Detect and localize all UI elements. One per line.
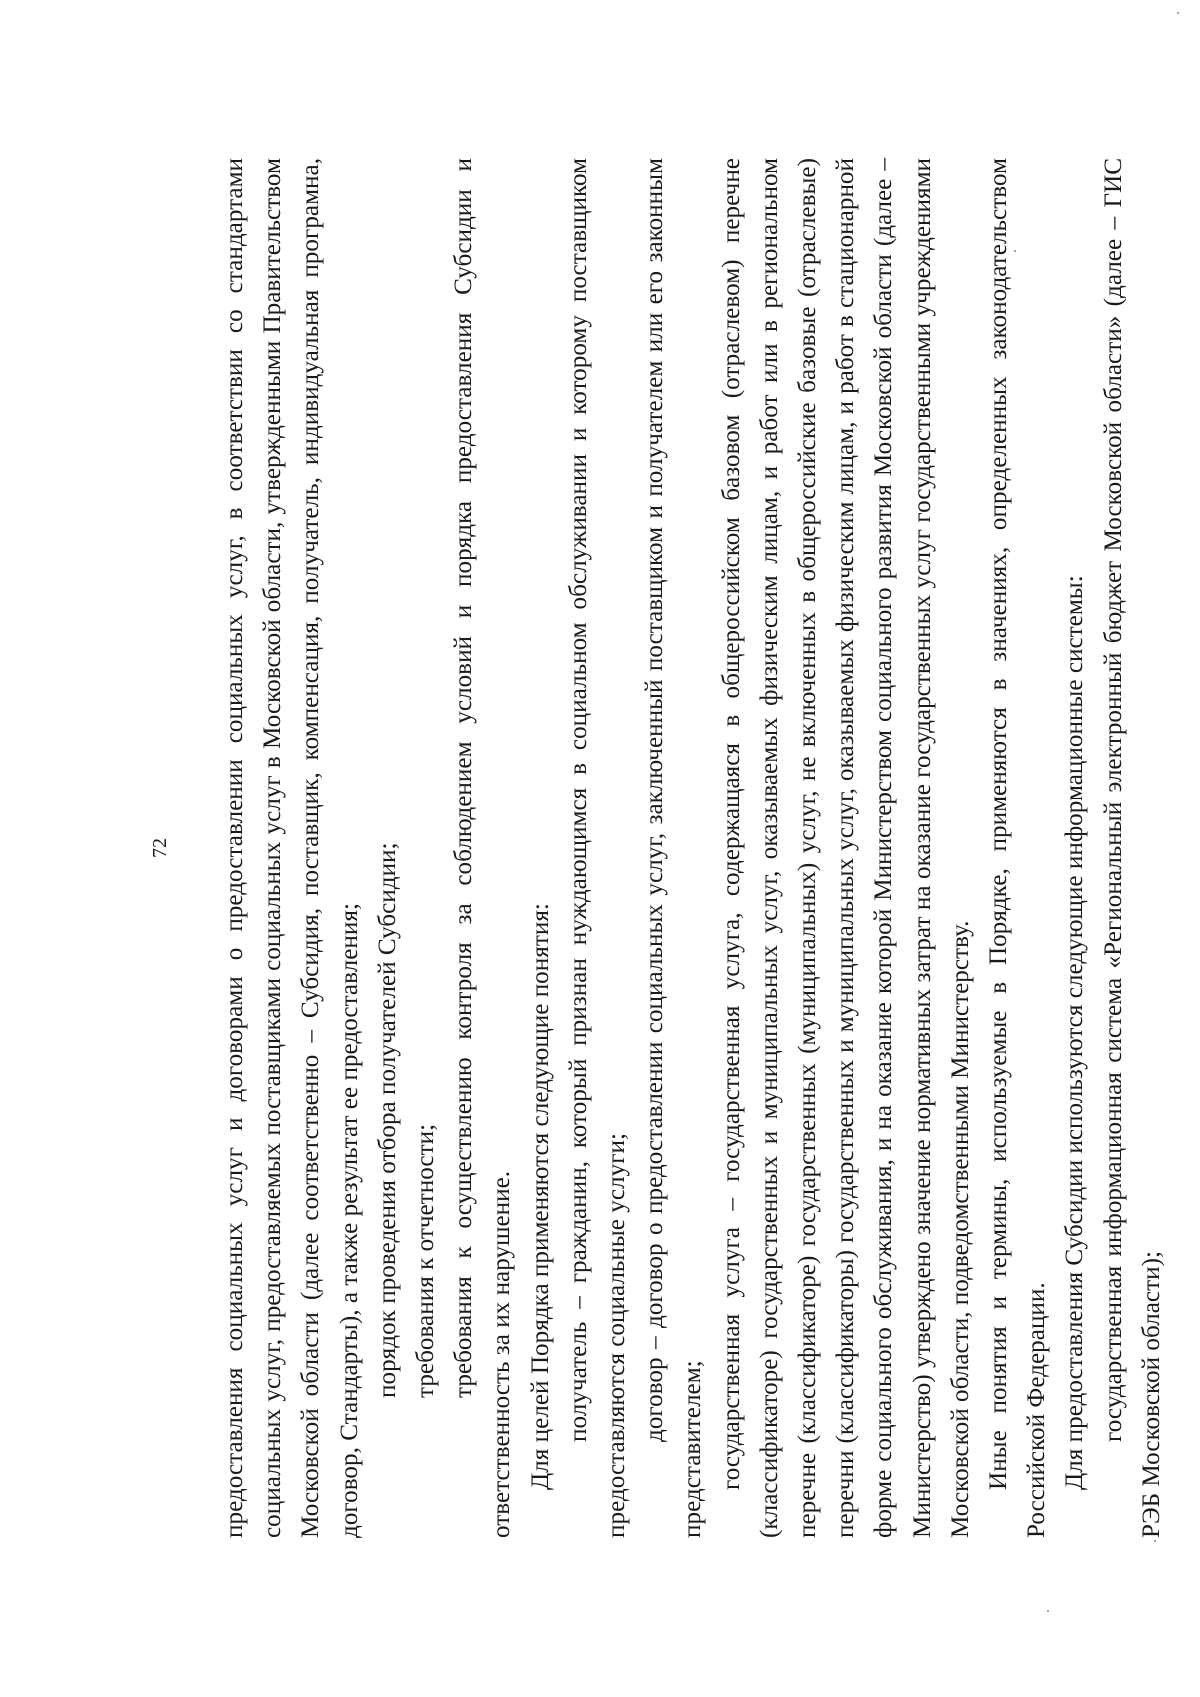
page-number: 72 bbox=[149, 838, 171, 858]
paragraph-selection-procedure: порядок проведения отбора получателей Субсидии; bbox=[373, 842, 401, 1398]
paragraph-definition-contract: договор – договор о предоставлении социальных услуг, заключенный поставщиком и получателем или его законным представителем; bbox=[641, 158, 707, 1538]
paragraph-information-systems-intro: Для предоставления Субсидии используются следующие информационные системы: bbox=[1061, 575, 1089, 1490]
document-body bbox=[216, 158, 1171, 1538]
paragraph-reporting-requirements: требования к отчетности; bbox=[412, 1123, 440, 1398]
paragraph-control-requirements: требования к осуществлению контроля за соблюдением условий и порядка предоставления Субсидии и ответственность за их нарушение. bbox=[450, 158, 516, 1538]
paragraph-definition-state-service: государственная услуга – государственная услуга, содержащаяся в общероссийском базовом (отраслевом) перечне (классификаторе) государственных и муниципальных услуг, оказываемых физическим лицам, и работ или в региональном перечне (классификаторе) государственных (муниципальных) услуг, не включенных в общероссийские базовые (отраслевые) перечни (классификаторы) государственных и муниципальных услуг, оказываемых физическим лицам, и работ в стационарной форме социального обслуживания, и на оказание которой Министерством социального развития Московской области (далее – Министерство) утверждено значение нормативных затрат на оказание государственных услуг государственными учреждениями Московской области, подведомственными Министерству. bbox=[717, 158, 974, 1538]
rotated-scanned-page bbox=[130, 108, 1165, 1588]
paragraph-definition-recipient: получатель – гражданин, который признан нуждающимся в социальном обслуживании и которому поставщиком предоставляются социальные услуги; bbox=[564, 158, 631, 1538]
scan-artifact bbox=[1177, 12, 1179, 14]
paragraph-gis-reb: государственная информационная система «Региональный электронный бюджет Московской области» (далее – ГИС РЭБ Московской области); bbox=[1099, 158, 1165, 1538]
paragraph-continued-intro: предоставления социальных услуг и договорами о предоставлении социальных услуг, в соответствии со стандартами социальных услуг, предоставляемых поставщиками социальных услуг в Московской области, утвержденными Правительством Московской области (далее соответственно – Субсидия, поставщик, компенсация, получатель, индивидуальная програмна, договор, Стандарты), а также результат ее предоставления; bbox=[221, 158, 363, 1538]
scan-artifact bbox=[1014, 250, 1016, 252]
scan-artifact bbox=[1154, 1540, 1156, 1542]
paragraph-other-terms: Иные понятия и термины, используемые в Порядке, применяются в значениях, определенных законодательством Российской Федерации. bbox=[985, 158, 1051, 1538]
paragraph-definitions-intro: Для целей Порядка применяются следующие понятия: bbox=[526, 903, 554, 1490]
scan-artifact bbox=[1047, 1610, 1049, 1612]
